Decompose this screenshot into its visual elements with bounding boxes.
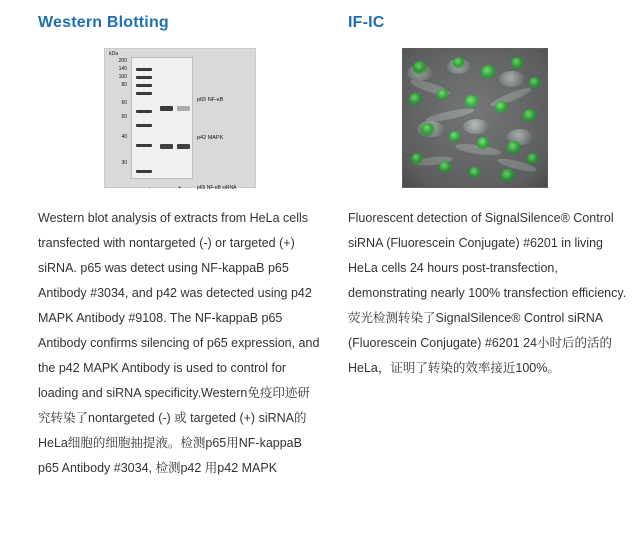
ladder-band — [136, 170, 152, 173]
sample-band-p65-lane2 — [177, 106, 190, 111]
ladder-band — [136, 68, 152, 71]
ladder-band — [136, 110, 152, 113]
cell-body — [463, 119, 489, 134]
if-ic-column — [330, 14, 640, 381]
ladder-band — [136, 92, 152, 95]
fluorescent-cell — [477, 137, 490, 150]
lane-sign-positive: + — [178, 185, 182, 191]
fluorescent-cell — [413, 61, 427, 75]
fluorescent-cell — [411, 153, 423, 165]
if-ic-figure-wrapper — [348, 48, 630, 188]
blot-lane-signs — [135, 185, 195, 191]
ladder-label-200: 200 — [118, 58, 127, 64]
ladder-label-30: 30 — [121, 160, 127, 166]
fluorescent-cell — [523, 109, 537, 123]
ladder-label-40: 40 — [121, 134, 127, 140]
fluorescent-cell — [469, 167, 481, 179]
ladder-label-100: 100 — [118, 74, 127, 80]
fluorescent-cell — [511, 57, 524, 70]
western-blotting-column — [0, 14, 330, 481]
blot-lane-caption: p65 NF-κB siRNA — [197, 185, 237, 191]
fluorescent-cell — [453, 57, 465, 69]
band-label-p42: p42 MAPK — [197, 135, 224, 141]
blot-kda-label: kDa — [109, 51, 118, 57]
western-blotting-heading: Western Blotting — [38, 14, 169, 31]
fluorescent-cell — [481, 65, 496, 80]
western-blotting-caption-text: Western blot analysis of extracts from HeLa cells transfected with nontargeted (-) or targeted (+) siRNA. p65 was detect using NF-kappaB p65 Antibody #3034, and p42 was detected using p42 MAPK Antibody #9108. The NF-kappaB p65 Antibody confirms silencing of p65 expression, and the p42 MAPK Antibody is used to control for loading and siRNA specificity.Western免疫印迹研究转染了nontargeted (-) 或 targeted (+) siRNA的HeLa细胞的细胞抽提液。检测p65用NF-kappaB p65 Antibody #3034, 检测p42 用p42 MAPK — [38, 211, 320, 475]
ladder-band — [136, 76, 152, 79]
ladder-label-50: 50 — [121, 114, 127, 120]
sample-band-p42-lane2 — [177, 144, 190, 149]
fluorescent-cell — [437, 89, 449, 101]
fluorescent-cell — [421, 123, 435, 137]
cell-body — [499, 71, 525, 87]
western-blot-image — [104, 48, 256, 191]
fluorescent-cell — [449, 131, 461, 143]
ladder-label-80: 80 — [121, 82, 127, 88]
fluorescent-cell — [465, 95, 479, 109]
sample-band-p65-lane1 — [160, 106, 173, 111]
two-column-layout — [0, 14, 640, 481]
blot-gel-area — [131, 57, 193, 179]
if-ic-caption — [348, 206, 630, 381]
ladder-band — [136, 84, 152, 87]
ladder-label-140: 140 — [118, 66, 127, 72]
fluorescent-cell — [527, 153, 539, 165]
fluorescent-cell — [529, 77, 541, 89]
sample-band-p42-lane1 — [160, 144, 173, 149]
ladder-band — [136, 144, 152, 147]
ladder-band — [136, 124, 152, 127]
ladder-label-60: 60 — [121, 100, 127, 106]
fluorescent-cell — [501, 169, 515, 183]
immunofluorescence-image — [402, 48, 548, 188]
fluorescent-cell — [439, 161, 452, 174]
fluorescent-cell — [495, 101, 508, 114]
western-blot-figure-wrapper — [38, 48, 320, 191]
lane-sign-negative: - — [148, 185, 151, 191]
band-label-p65: p65 NF-κB — [197, 97, 224, 103]
if-ic-caption-text: Fluorescent detection of SignalSilence® Control siRNA (Fluorescein Conjugate) #6201 in living HeLa cells 24 hours post-transfection, demonstrating nearly 100% transfection efficiency.荧光检测转染了SignalSilence® Control siRNA (Fluorescein Conjugate) #6201 24小时后的活的HeLa，证明了转染的效率接近100%。 — [348, 211, 627, 375]
if-ic-heading: IF-IC — [348, 14, 385, 31]
fluorescent-cell — [507, 141, 521, 155]
western-blotting-caption — [38, 206, 320, 481]
fluorescent-cell — [409, 93, 422, 106]
